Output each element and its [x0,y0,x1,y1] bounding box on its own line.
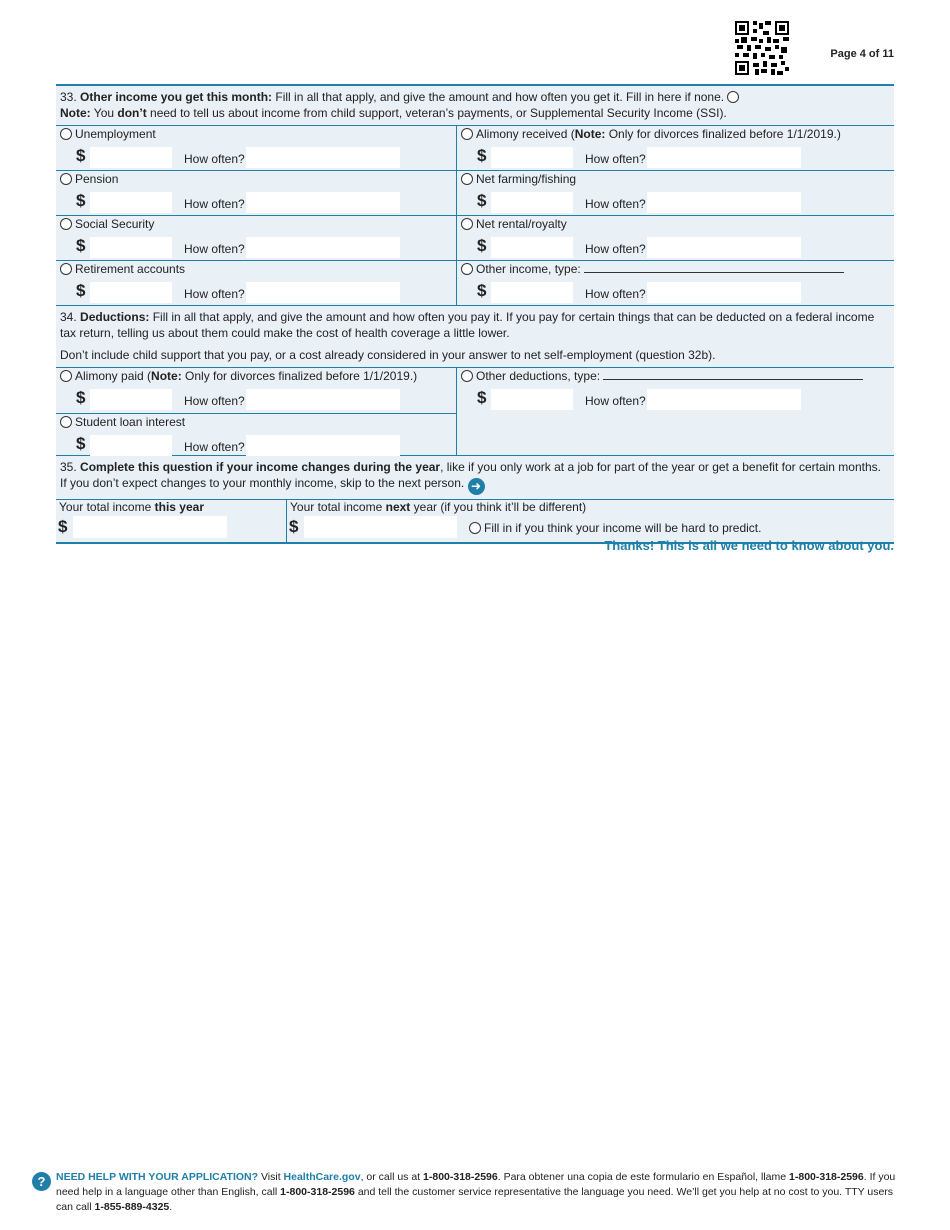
rental-amount-input[interactable] [491,237,573,258]
other-income-amount-input[interactable] [491,282,573,303]
healthcare-link[interactable]: HealthCare.gov [283,1171,361,1183]
retirement-frequency-input[interactable] [246,282,400,303]
alimony-paid-radio[interactable] [60,370,72,382]
pension-frequency-input[interactable] [246,192,400,213]
other-deductions-cell: Other deductions, type: $ How often? [457,368,894,413]
rental-cell: Net rental/royalty $ How often? [457,216,894,260]
thanks-message: Thanks! This is all we need to know about you. [604,538,894,553]
income-this-year-cell: Your total income this year $ [56,500,287,542]
student-loan-cell: Student loan interest $ How often? [56,413,456,455]
farming-frequency-input[interactable] [647,192,801,213]
other-income-radio[interactable] [461,263,473,275]
other-deductions-radio[interactable] [461,370,473,382]
pension-amount-input[interactable] [90,192,172,213]
alimony-received-radio[interactable] [461,128,473,140]
income-next-year-cell: Your total income next year (if you think it’ll be different) $ Fill in if you think your income will be hard to predict. [289,500,762,536]
alimony-paid-amount-input[interactable] [90,389,172,410]
arrow-right-icon: ➜ [468,478,485,495]
hard-to-predict-radio[interactable] [469,522,481,534]
other-income-type-input[interactable] [584,263,844,273]
rental-radio[interactable] [461,218,473,230]
social-security-radio[interactable] [60,218,72,230]
social-security-amount-input[interactable] [90,237,172,258]
student-loan-amount-input[interactable] [90,435,172,456]
alimony-received-frequency-input[interactable] [647,147,801,168]
rental-frequency-input[interactable] [647,237,801,258]
income-next-year-input[interactable] [304,516,457,538]
alimony-paid-cell: Alimony paid (Note: Only for divorces finalized before 1/1/2019.) $ How often? [56,368,456,413]
question-mark-icon: ? [32,1172,51,1191]
pension-cell: Pension $ How often? [56,171,457,215]
unemployment-frequency-input[interactable] [246,147,400,168]
alimony-paid-frequency-input[interactable] [246,389,400,410]
page-number: Page 4 of 11 [830,48,894,60]
help-footer: ? NEED HELP WITH YOUR APPLICATION? Visit HealthCare.gov, or call us at 1-800-318-2596. Para obtener una copia de este formulario en Español, llame 1-800-318-2596. If you need help in a language other than English, call 1-800-318-2596 and tell the customer service representative the language you need. We’ll get you help at no cost to you. TTY users can call 1-855-889-4325. [32,1170,902,1215]
retirement-radio[interactable] [60,263,72,275]
other-deductions-type-input[interactable] [603,370,863,380]
other-income-frequency-input[interactable] [647,282,801,303]
other-deductions-frequency-input[interactable] [647,389,801,410]
other-deductions-amount-input[interactable] [491,389,573,410]
retirement-amount-input[interactable] [90,282,172,303]
unemployment-amount-input[interactable] [90,147,172,168]
alimony-received-amount-input[interactable] [491,147,573,168]
unemployment-cell: Unemployment $ How often? [56,126,457,170]
pension-radio[interactable] [60,173,72,185]
question-33-text: 33. Other income you get this month: Fill in all that apply, and give the amount and how often you get it. Fill in here if none. Note: You don’t need to tell us about income from child support, veteran’s payments, or Supplemental Security Income (SSI). [56,86,894,125]
question-34-text: 34. Deductions: Fill in all that apply, and give the amount and how often you pay it. If you pay for certain things that can be deducted on a federal income tax return, telling us about them could make the cost of health coverage a little lower. Don’t include child support that you pay, or a cost already considered in your answer to net self-employment (question 32b). [60,310,875,362]
question-35-text: 35. Complete this question if your income changes during the year, like if you only work at a job for part of the year or get a benefit for certain months. If you don’t expect changes to your monthly income, skip to the next person. ➜ [60,460,881,493]
retirement-cell: Retirement accounts $ How often? [56,261,457,305]
farming-amount-input[interactable] [491,192,573,213]
farming-cell: Net farming/fishing $ How often? [457,171,894,215]
income-form [56,84,894,544]
alimony-received-cell: Alimony received (Note: Only for divorces finalized before 1/1/2019.) $ How often? [457,126,894,170]
qr-code-icon [735,21,789,75]
other-income-cell: Other income, type: $ How often? [457,261,894,305]
student-loan-frequency-input[interactable] [246,435,400,456]
income-this-year-input[interactable] [73,516,227,538]
unemployment-radio[interactable] [60,128,72,140]
student-loan-radio[interactable] [60,416,72,428]
social-security-cell: Social Security $ How often? [56,216,457,260]
social-security-frequency-input[interactable] [246,237,400,258]
farming-radio[interactable] [461,173,473,185]
no-other-income-radio[interactable] [727,91,739,103]
